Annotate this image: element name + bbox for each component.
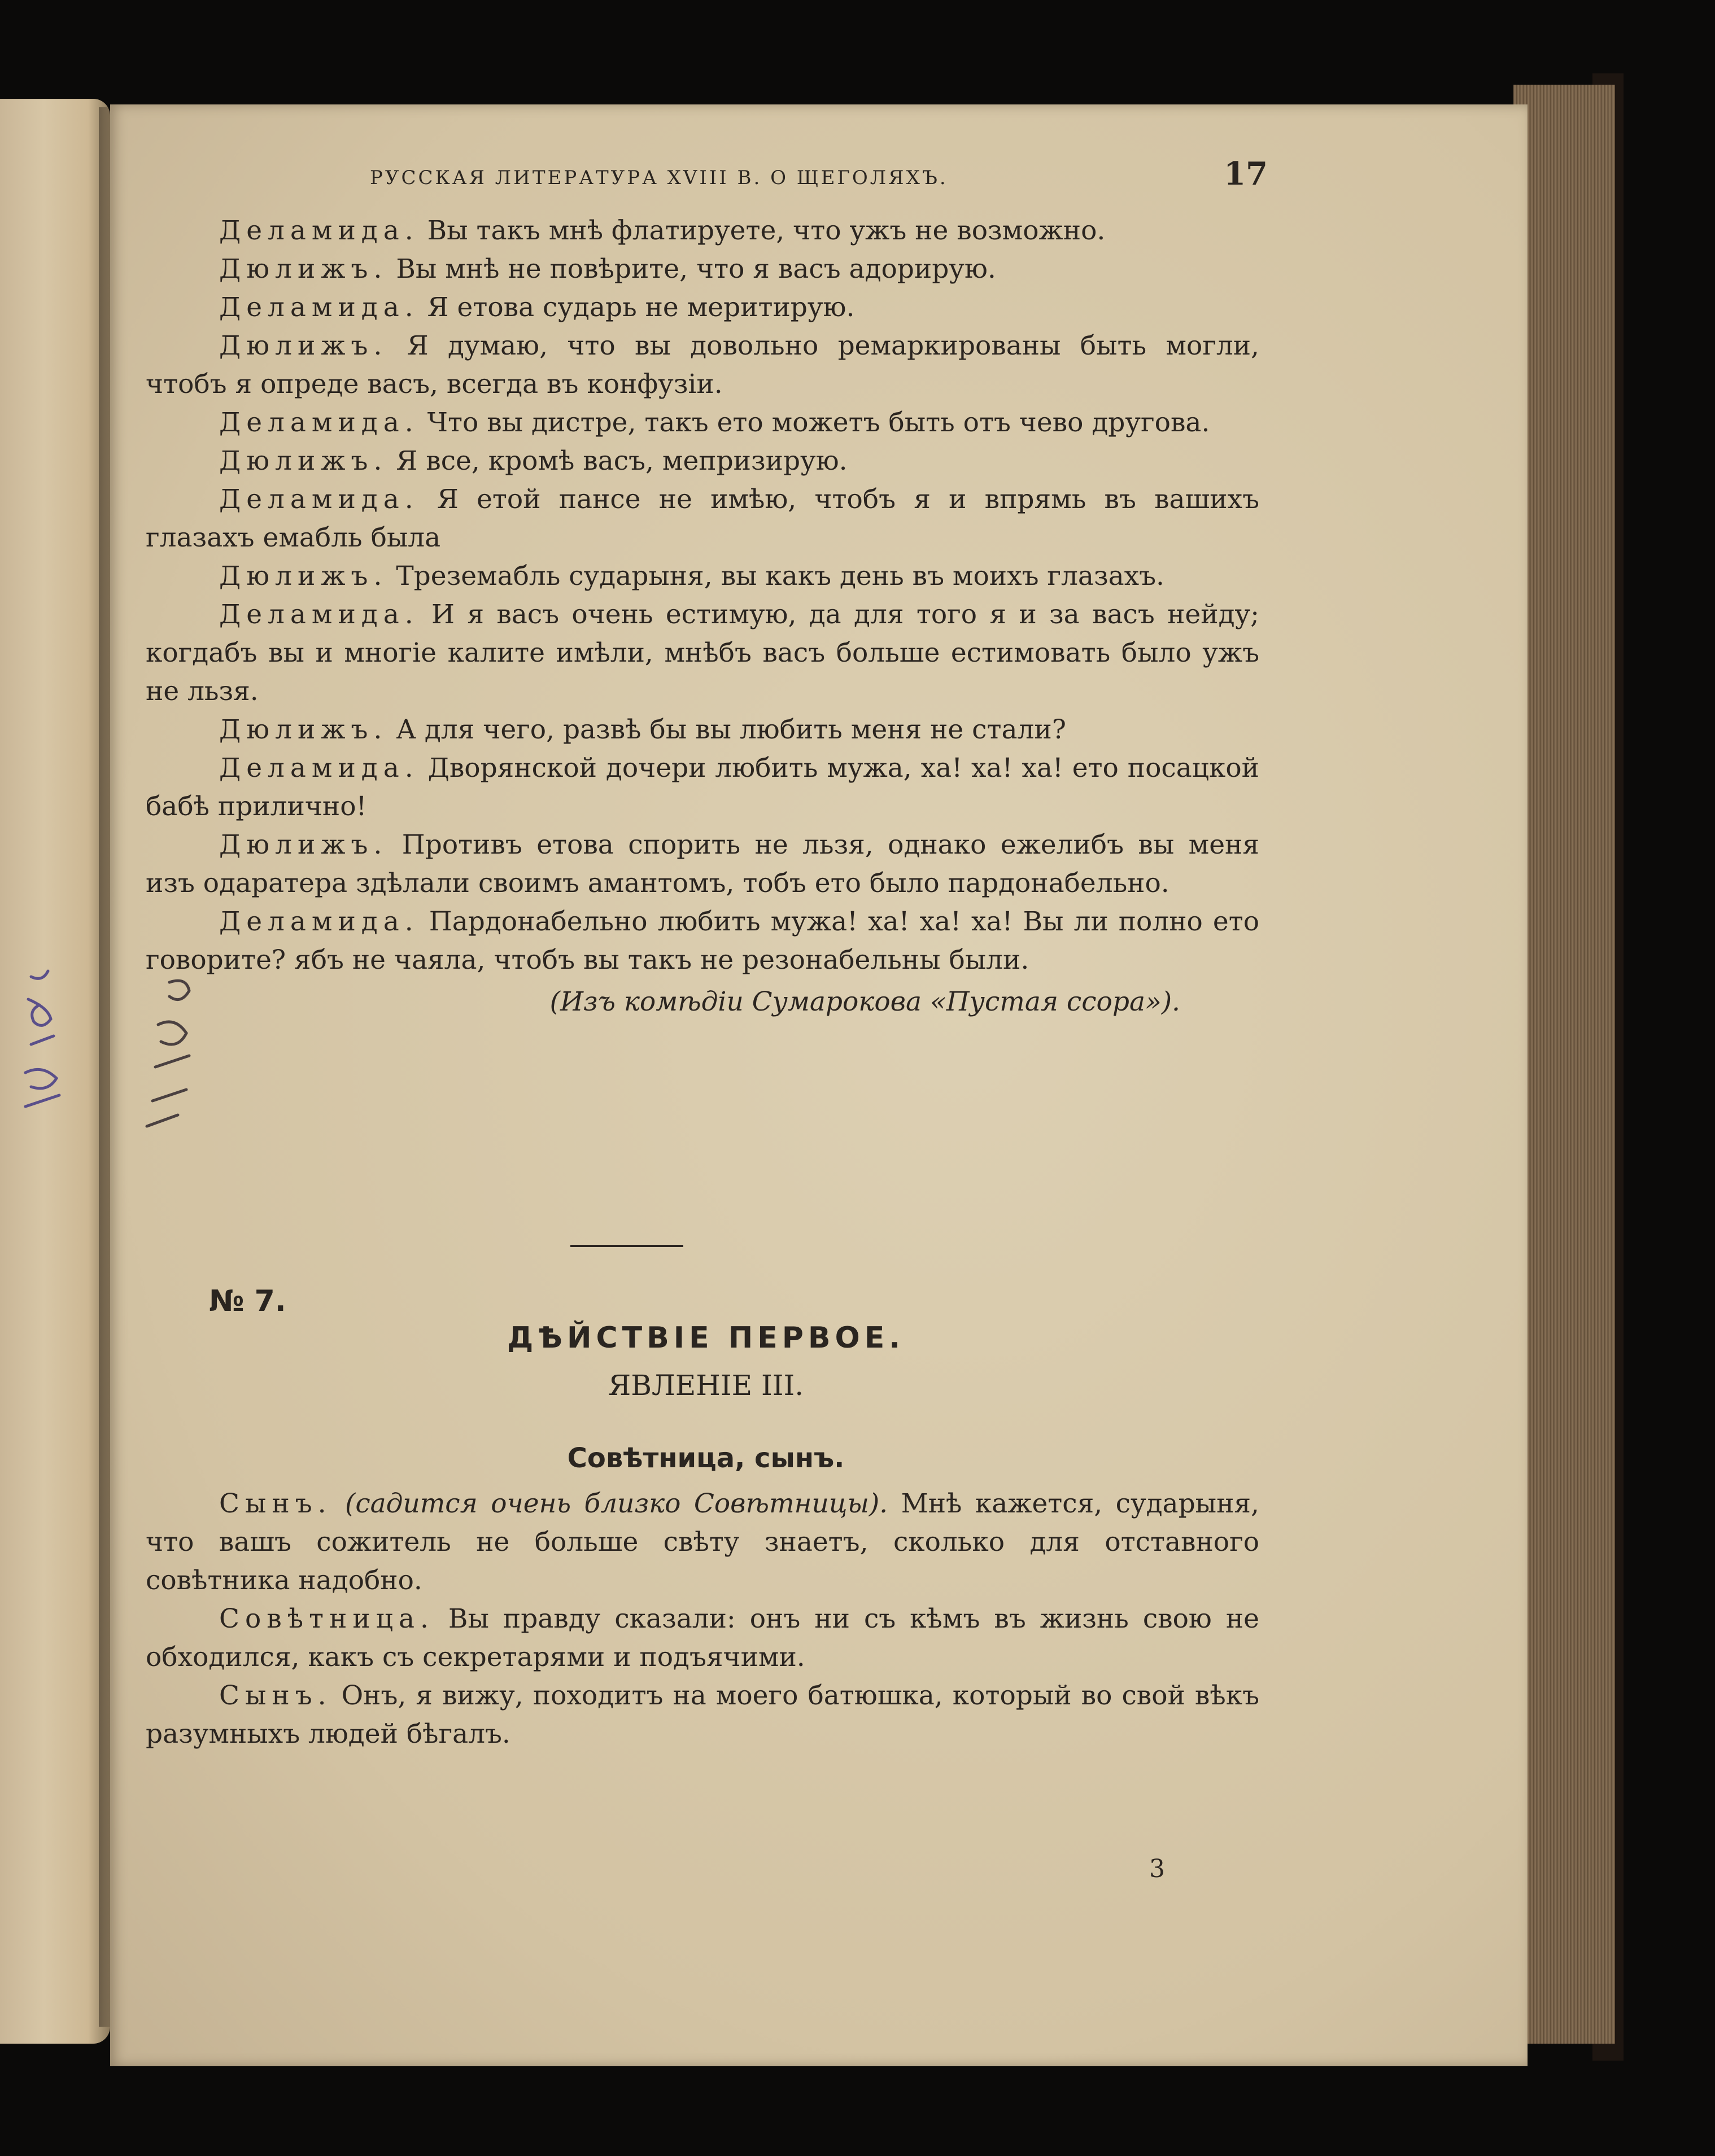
dialogue-line — [146, 288, 1259, 327]
dialogue-line — [146, 404, 1259, 442]
speaker: Дюлижъ. — [219, 714, 388, 745]
line-text: А для чего, развѣ бы вы любить меня не стали? — [387, 714, 1066, 745]
dialogue-line — [146, 596, 1259, 711]
speaker: Дюлижъ. — [219, 829, 388, 860]
speaker: Сынъ. — [219, 1488, 332, 1519]
line-text: Я думаю, что вы довольно ремаркированы быть могли, чтобъ я опреде васъ, всегда въ конфузіи. — [146, 330, 1259, 400]
dialogue-block-1 — [146, 212, 1259, 1021]
speaker: Деламида. — [219, 407, 419, 438]
line-text: Я етова сударь не меритирую. — [418, 292, 855, 323]
dialogue-line — [146, 250, 1259, 288]
line-text: Дворянской дочери любить мужа, ха! ха! ха! ето посацкой бабѣ прилично! — [146, 753, 1259, 822]
dialogue-line — [146, 212, 1259, 250]
stage-direction: (садится очень близко Совѣтницы). — [331, 1488, 888, 1519]
line-text: И я васъ очень естимую, да для того я и за васъ нейду; когдабъ вы и многіе калите имѣли, мнѣбъ васъ больше естимовать было ужъ не льзя. — [146, 599, 1259, 707]
speaker: Дюлижъ. — [219, 330, 388, 361]
dialogue-line — [146, 903, 1259, 979]
dialogue-line — [146, 480, 1259, 557]
dialogue-line — [146, 442, 1259, 480]
dialogue-line — [146, 557, 1259, 596]
speaker: Деламида. — [219, 215, 419, 246]
running-head-title: РУССКАЯ ЛИТЕРАТУРА XVIII В. О ЩЕГОЛЯХЪ. — [370, 167, 948, 189]
line-text: Что вы дистре, такъ ето можетъ быть отъ чево другова. — [418, 407, 1210, 438]
dialogue-line — [146, 327, 1259, 404]
line-text: Онъ, я вижу, походитъ на моего батюшка, который во свой вѣкъ разумныхъ людей бѣгалъ. — [146, 1680, 1259, 1750]
line-text: Вы правду сказали: онъ ни съ кѣмъ въ жизнь свою не обходился, какъ съ секретарями и подъячими. — [146, 1603, 1259, 1673]
line-text: Вы такъ мнѣ флатируете, что ужъ не возможно. — [418, 215, 1106, 246]
page-number: 17 — [1224, 155, 1268, 193]
speaker: Деламида. — [219, 484, 419, 515]
scene-heading: ЯВЛЕНІЕ III. — [608, 1369, 804, 1402]
speaker: Сынъ. — [219, 1680, 332, 1711]
line-text: Я все, кромѣ васъ, мепризирую. — [387, 445, 848, 476]
dialogue-line — [146, 1485, 1259, 1600]
section-divider — [570, 1245, 683, 1247]
speaker: Деламида. — [219, 292, 419, 323]
dialogue-line — [146, 826, 1259, 903]
speaker: Дюлижъ. — [219, 561, 388, 592]
dialogue-line — [146, 1600, 1259, 1677]
dialogue-line — [146, 749, 1259, 826]
dialogue-line — [146, 711, 1259, 749]
cast-line: Совѣтница, сынъ. — [567, 1442, 845, 1474]
line-text: Противъ етова спорить не льзя, однако ежелибъ вы меня изъ одаратера здѣлали своимъ амантомъ, тобъ ето было пардонабельно. — [146, 829, 1259, 899]
speaker: Деламида. — [219, 753, 419, 784]
speaker: Дюлижъ. — [219, 253, 388, 285]
line-text: Пардонабельно любить мужа! ха! ха! ха! Вы ли полно ето говорите? ябъ не чаяла, чтобъ вы такъ не резонабельны были. — [146, 906, 1259, 976]
line-text: Вы мнѣ не повѣрите, что я васъ адорирую. — [387, 253, 996, 285]
speaker: Деламида. — [219, 906, 419, 937]
signature-mark: 3 — [1149, 1855, 1165, 1883]
speaker: Совѣтница. — [219, 1603, 434, 1634]
speaker: Деламида. — [219, 599, 419, 630]
pencil-note-1810 — [8, 965, 76, 1135]
attribution: (Изъ комѣдіи Сумарокова «Пустая ссора»). — [549, 986, 1180, 1017]
act-heading: ДѢЙСТВІЕ ПЕРВОЕ. — [507, 1321, 905, 1355]
line-text: Треземабль сударыня, вы какъ день въ моихъ глазахъ. — [387, 561, 1164, 592]
section-number: № 7. — [209, 1284, 286, 1318]
line-text: Я етой пансе не имѣю, чтобъ я и впрямь въ вашихъ глазахъ емабль была — [146, 484, 1259, 553]
dialogue-line — [146, 1677, 1259, 1753]
speaker: Дюлижъ. — [219, 445, 388, 476]
page-edges — [1513, 85, 1615, 2044]
dialogue-block-2 — [146, 1485, 1259, 1753]
line-text: Мнѣ кажется, сударыня, что вашъ сожитель не больше свѣту знаетъ, сколько для отставного совѣтника надобно. — [146, 1488, 1259, 1596]
